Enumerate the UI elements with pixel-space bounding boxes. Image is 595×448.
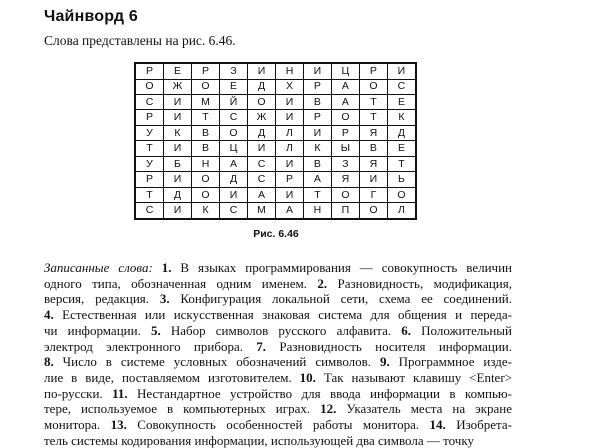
grid-cell: Ж	[163, 79, 191, 94]
text-segment: лие в виде, поставляемом изготовителем.	[44, 369, 300, 385]
intro-text: Слова представлены на рис. 6.46.	[44, 33, 236, 48]
item-number: 4.	[44, 307, 54, 323]
grid-cell: У	[135, 156, 163, 171]
grid-cell: Ы	[331, 141, 359, 156]
grid-cell: Р	[135, 110, 163, 125]
grid-cell: И	[220, 187, 248, 202]
page-title: Чайнворд 6	[44, 8, 138, 25]
text-line	[44, 339, 512, 355]
text-segment: Так называют клавишу <Enter>	[315, 369, 512, 385]
item-number: 9.	[379, 354, 390, 370]
grid-cell: Е	[163, 63, 191, 79]
grid-cell: И	[303, 63, 331, 79]
grid-cell: Р	[135, 63, 163, 79]
grid-cell: Т	[359, 94, 387, 109]
grid-cell: Д	[220, 172, 248, 187]
grid-cell: Л	[387, 203, 416, 219]
text-line	[44, 386, 512, 402]
item-number: 3.	[159, 291, 170, 307]
figure-caption: Рис. 6.46	[253, 228, 299, 240]
item-number: 10.	[299, 369, 316, 385]
item-number: 12.	[320, 401, 337, 417]
grid-cell: Я	[359, 125, 387, 140]
grid-cell: Д	[247, 125, 275, 140]
grid-cell: И	[163, 94, 191, 109]
grid-cell: О	[135, 79, 163, 94]
grid-cell: Р	[359, 63, 387, 79]
grid-cell: О	[359, 203, 387, 219]
grid-cell: С	[247, 172, 275, 187]
grid-row	[135, 63, 416, 79]
grid-cell: И	[387, 63, 416, 79]
text-segment: Конфигурация локальной сети, схема ее соединений.	[169, 291, 512, 307]
grid-cell: К	[303, 141, 331, 156]
grid-cell: Т	[192, 110, 220, 125]
text-segment: Разновидность носителя информации.	[266, 338, 513, 354]
section-label: Записанные слова:	[44, 260, 153, 275]
grid-cell: О	[387, 187, 416, 202]
grid-cell: Н	[276, 63, 304, 79]
grid-cell: С	[387, 79, 416, 94]
grid-cell: Л	[276, 125, 304, 140]
grid-cell: Р	[331, 125, 359, 140]
grid-cell: С	[220, 110, 248, 125]
grid-cell: Ь	[387, 172, 416, 187]
grid-cell: Т	[303, 187, 331, 202]
grid-cell: О	[331, 110, 359, 125]
grid-cell: О	[192, 79, 220, 94]
grid-cell: А	[331, 94, 359, 109]
grid-cell: А	[331, 79, 359, 94]
text-line	[44, 370, 512, 386]
text-segment	[153, 260, 162, 275]
grid-cell: Б	[163, 156, 191, 171]
text-segment: электрод электронного прибора.	[44, 338, 257, 354]
grid-cell: В	[303, 94, 331, 109]
grid-row	[135, 94, 416, 109]
grid-cell: Х	[276, 79, 304, 94]
grid-cell: З	[331, 156, 359, 171]
text-segment: по-русски.	[44, 385, 113, 401]
grid-cell: Я	[331, 172, 359, 187]
text-segment: одного типа, обозначенная одним именем.	[44, 275, 318, 291]
text-segment: тере, используемое в компьютерных играх.	[44, 401, 321, 417]
text-line	[44, 291, 512, 307]
answers-text	[44, 260, 512, 448]
grid-row	[135, 187, 416, 202]
item-number: 6.	[401, 322, 411, 338]
grid-cell: И	[276, 187, 304, 202]
grid-cell: О	[331, 187, 359, 202]
text-line	[44, 323, 512, 339]
grid-cell: Т	[359, 110, 387, 125]
text-segment: версия, редакция.	[44, 291, 160, 307]
grid-cell: У	[135, 125, 163, 140]
grid-cell: И	[359, 172, 387, 187]
text-segment: тель системы кодирования информации, использующей два символа — точку	[44, 432, 474, 448]
grid-cell: И	[303, 125, 331, 140]
grid-row	[135, 141, 416, 156]
grid-cell: С	[135, 94, 163, 109]
grid-cell: Е	[220, 79, 248, 94]
grid-cell: З	[220, 63, 248, 79]
grid-cell: И	[276, 110, 304, 125]
grid-cell: Е	[387, 94, 416, 109]
text-segment: Нестандартное устройство для ввода информации в компью-	[127, 385, 512, 401]
grid-cell: Р	[192, 63, 220, 79]
grid-cell: В	[303, 156, 331, 171]
chainword-grid	[134, 62, 417, 220]
grid-cell: С	[135, 203, 163, 219]
grid-cell: В	[192, 125, 220, 140]
item-number: 14.	[429, 417, 446, 433]
grid-cell: Т	[135, 141, 163, 156]
grid-cell: К	[192, 203, 220, 219]
grid-cell: В	[192, 141, 220, 156]
text-line	[44, 260, 512, 276]
grid-row	[135, 203, 416, 219]
grid-cell: Т	[387, 156, 416, 171]
grid-cell: Д	[247, 79, 275, 94]
grid-row	[135, 79, 416, 94]
text-segment: В языках программирования — совокупность величин	[171, 260, 512, 275]
grid-row	[135, 125, 416, 140]
grid-cell: Р	[303, 110, 331, 125]
grid-cell: И	[163, 141, 191, 156]
grid-cell: Ж	[247, 110, 275, 125]
grid-cell: Л	[276, 141, 304, 156]
grid-cell: Я	[359, 156, 387, 171]
item-number: 11.	[112, 385, 128, 401]
text-segment: Естественная или искусственная знаковая система для общения и переда-	[53, 307, 512, 323]
grid-cell: И	[247, 63, 275, 79]
grid-cell: М	[247, 203, 275, 219]
text-segment: чи информации.	[44, 322, 151, 338]
grid-cell: И	[163, 203, 191, 219]
grid-cell: И	[163, 172, 191, 187]
grid-cell: И	[163, 110, 191, 125]
text-segment: монитора.	[44, 417, 111, 433]
grid-cell: Ц	[331, 63, 359, 79]
grid-cell: Г	[359, 187, 387, 202]
grid-cell: Ц	[220, 141, 248, 156]
text-line	[44, 276, 512, 292]
grid-cell: Т	[135, 187, 163, 202]
grid-cell: К	[387, 110, 416, 125]
grid-cell: О	[247, 94, 275, 109]
grid-cell: И	[247, 141, 275, 156]
grid-cell: П	[331, 203, 359, 219]
grid-cell: К	[163, 125, 191, 140]
grid-cell: А	[303, 172, 331, 187]
item-number: 5.	[150, 322, 161, 338]
grid-cell: И	[276, 156, 304, 171]
grid-row	[135, 110, 416, 125]
grid-cell: С	[247, 156, 275, 171]
grid-cell: Е	[387, 141, 416, 156]
text-line	[44, 417, 512, 433]
text-segment: Разновидность, модификация,	[327, 275, 512, 291]
grid-row	[135, 156, 416, 171]
grid-cell: О	[359, 79, 387, 94]
grid-cell: А	[220, 156, 248, 171]
grid-cell: Н	[192, 156, 220, 171]
item-number: 2.	[317, 275, 328, 291]
grid-cell: О	[192, 172, 220, 187]
text-segment: Число в системе условных обозначений символов.	[53, 354, 380, 370]
grid-cell: Р	[276, 172, 304, 187]
grid-cell: Д	[387, 125, 416, 140]
grid-cell: Р	[303, 79, 331, 94]
item-number: 8.	[44, 354, 54, 370]
text-line	[44, 401, 512, 417]
grid-cell: Р	[135, 172, 163, 187]
text-segment: Указатель места на экране	[336, 401, 512, 417]
grid-cell: А	[247, 187, 275, 202]
grid-cell: Й	[220, 94, 248, 109]
text-line	[44, 433, 512, 448]
grid-cell: А	[276, 203, 304, 219]
text-segment: Программное изде-	[389, 354, 512, 370]
grid-cell: М	[192, 94, 220, 109]
text-line	[44, 354, 512, 370]
grid-cell: Н	[303, 203, 331, 219]
text-segment: Совокупность особенностей работы монитора.	[126, 417, 430, 433]
grid-cell: О	[192, 187, 220, 202]
grid-cell: И	[276, 94, 304, 109]
item-number: 7.	[256, 338, 267, 354]
grid-cell: С	[220, 203, 248, 219]
text-segment: Изобрета-	[445, 417, 512, 433]
text-line	[44, 307, 512, 323]
item-number: 1.	[161, 260, 172, 275]
grid-cell: О	[220, 125, 248, 140]
text-segment: Положительный	[411, 322, 512, 338]
item-number: 13.	[110, 417, 127, 433]
grid-cell: Д	[163, 187, 191, 202]
grid-row	[135, 172, 416, 187]
grid-cell: В	[359, 141, 387, 156]
text-segment: Набор символов русского алфавита.	[160, 322, 402, 338]
